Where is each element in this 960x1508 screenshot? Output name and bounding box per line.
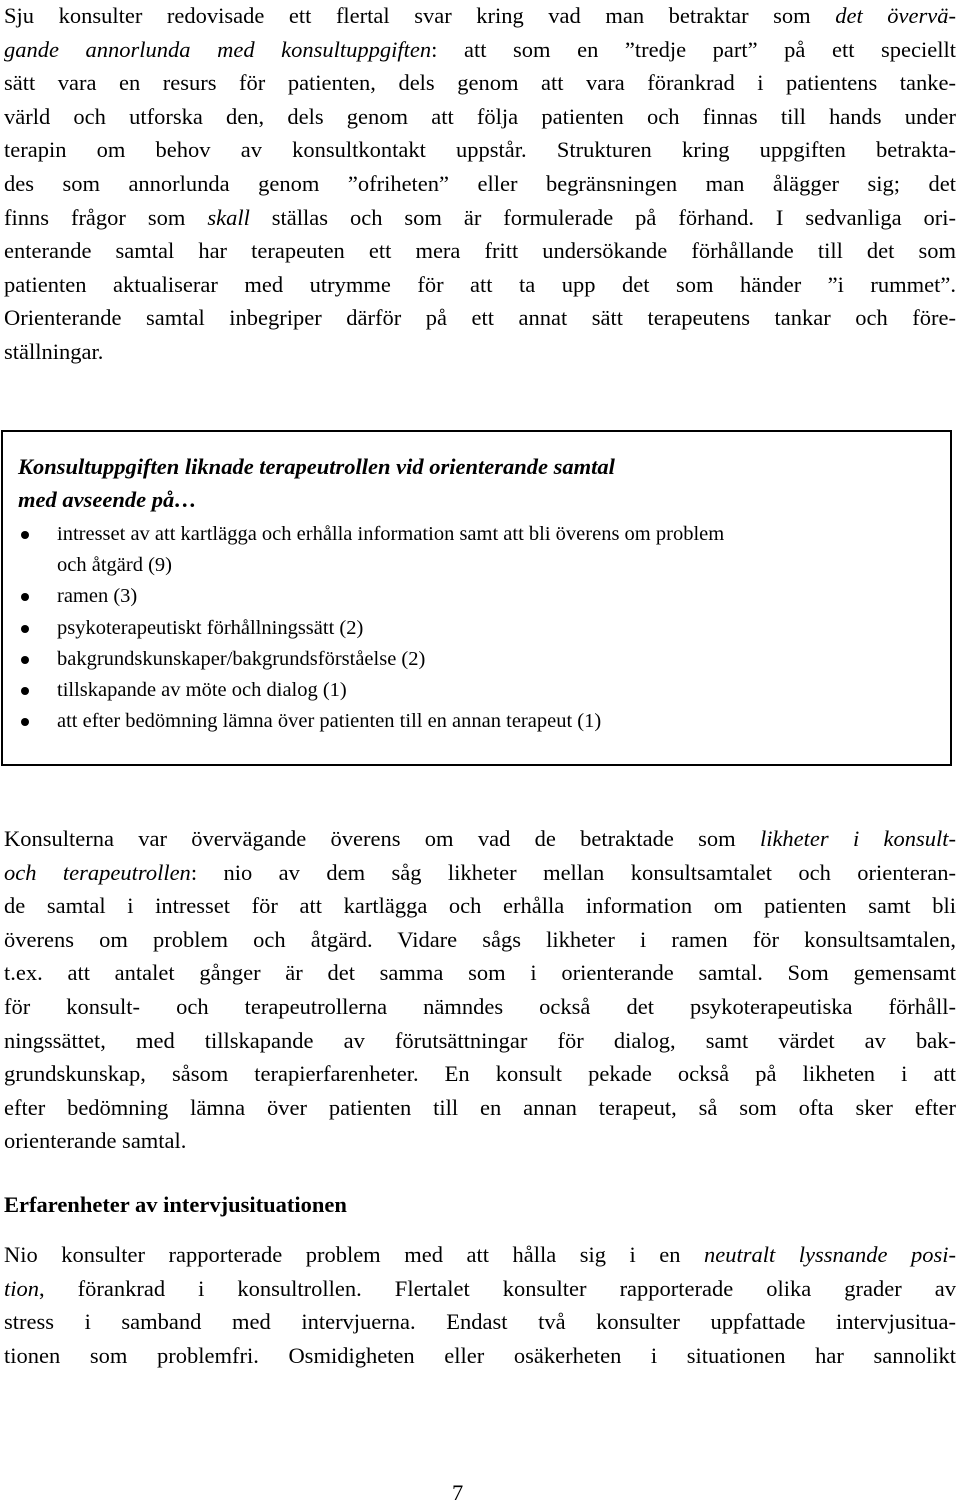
text-line: finns frågor som skall ställas och som är formulerade på förhand. I sedvanliga ori- <box>4 204 956 230</box>
text-line: Sju konsulter redovisade ett flertal svar kring vad man betraktar som det övervä- <box>4 3 956 28</box>
text-line: terapin om behov av konsultkontakt uppstår. Strukturen kring uppgiften betrakta- <box>4 137 956 163</box>
list-item-text: bakgrundskunskaper/bakgrundsförståelse (2) <box>57 647 426 670</box>
text-line: Orienterande samtal inbegriper därför på ett annat sätt terapeutens tankar och före- <box>4 305 956 331</box>
list-item <box>18 581 724 612</box>
text-line: orienterande samtal. <box>4 1128 187 1154</box>
emphasis-text: gande annorlunda med konsultuppgiften <box>4 36 432 62</box>
list-item-text: ramen (3) <box>57 585 138 608</box>
text-line: ningssättet, med tillskapande av förutsättningar för dialog, samt värdet av bak- <box>4 1027 956 1053</box>
text-line: gande annorlunda med konsultuppgiften: att som en ”tredje part” på ett speciellt <box>4 36 956 62</box>
paragraph-interview-experience <box>4 1238 956 1372</box>
list-item <box>18 644 724 675</box>
list-item-text: att efter bedömning lämna över patienten till en annan terapeut (1) <box>57 710 602 733</box>
text-line: överens om problem och åtgärd. Vidare sågs likheter i ramen för konsultsamtalen, <box>4 926 956 952</box>
text-line: tionen som problemfri. Osmidigheten eller osäkerheten i situationen har sannolikt <box>4 1342 956 1368</box>
emphasis-text: tion <box>4 1275 40 1301</box>
text-line: Nio konsulter rapporterade problem med att hålla sig i en neutralt lyssnande posi- <box>4 1242 957 1267</box>
list-item-text: psykoterapeutiskt förhållningssätt (2) <box>57 616 364 639</box>
text-line: enterande samtal har terapeuten ett mera fritt undersökande förhållande till det som <box>4 238 956 264</box>
page-number: 7 <box>452 1480 464 1505</box>
box-title-line: med avseende på… <box>18 487 197 512</box>
paragraph-similarities <box>4 822 956 1158</box>
text-line: stress i samband med intervjuerna. Endast två konsulter uppfattade intervjusitua- <box>4 1309 956 1335</box>
bullet-icon <box>21 687 29 695</box>
similarity-list <box>18 519 724 737</box>
summary-box <box>1 430 952 766</box>
box-title <box>18 450 615 516</box>
text-line: efter bedömning lämna över patienten till en annan terapeut, så som ofta sker efter <box>4 1094 956 1120</box>
list-item-text: tillskapande av möte och dialog (1) <box>57 679 347 702</box>
text-line: grundskunskap, såsom terapierfarenheter. En konsult pekade också på likheten i att <box>4 1061 956 1087</box>
bullet-icon <box>21 718 29 726</box>
emphasis-text: det övervä- <box>835 3 956 28</box>
emphasis-text: skall <box>207 204 250 230</box>
list-item-text: intresset av att kartlägga och erhålla information samt att bli överens om problem <box>57 523 725 545</box>
text-line: patienten aktualiserar med utrymme för att ta upp det som händer ”i rummet”. <box>4 271 956 297</box>
text-line: des som annorlunda genom ”ofriheten” eller begränsningen man ålägger sig; det <box>4 170 956 196</box>
emphasis-text: neutralt lyssnande posi- <box>704 1242 957 1267</box>
text-line: ställningar. <box>4 338 104 364</box>
bullet-icon <box>21 593 29 601</box>
bullet-icon <box>21 656 29 664</box>
text-line: för konsult- och terapeutrollerna nämndes också det psykoterapeutiska förhåll- <box>4 993 956 1019</box>
text-line: värld och utforska den, dels genom att följa patienten och finnas till hands under <box>4 103 956 129</box>
text-line: sätt vara en resurs för patienten, dels genom att vara förankrad i patientens tanke- <box>4 70 956 96</box>
bullet-icon <box>21 625 29 633</box>
list-item <box>18 675 724 706</box>
text-line: t.ex. att antalet gånger är det samma som i orienterande samtal. Som gemensamt <box>4 960 956 986</box>
emphasis-text: och terapeutrollen <box>4 859 191 885</box>
text-line: tion, förankrad i konsultrollen. Flertalet konsulter rapporterade olika grader av <box>4 1275 956 1301</box>
list-item-text: och åtgärd (9) <box>57 554 172 577</box>
list-item <box>18 613 724 644</box>
text-line: och terapeutrollen: nio av dem såg likheter mellan konsultsamtalet och orienteran- <box>4 859 956 885</box>
text-line: Konsulterna var övervägande överens om vad de betraktade som likheter i konsult- <box>4 826 956 851</box>
paragraph-consultant-differences <box>4 0 956 369</box>
bullet-icon <box>21 531 29 539</box>
emphasis-text: likheter i konsult- <box>759 826 956 851</box>
list-item <box>18 519 724 581</box>
text-line: de samtal i intresset för att kartlägga och erhålla information om patienten samt bli <box>4 893 956 919</box>
box-title-line: Konsultuppgiften liknade terapeutrollen vid orienterande samtal <box>18 454 615 479</box>
list-item <box>18 706 724 737</box>
section-heading: Erfarenheter av intervjusituationen <box>4 1192 347 1217</box>
